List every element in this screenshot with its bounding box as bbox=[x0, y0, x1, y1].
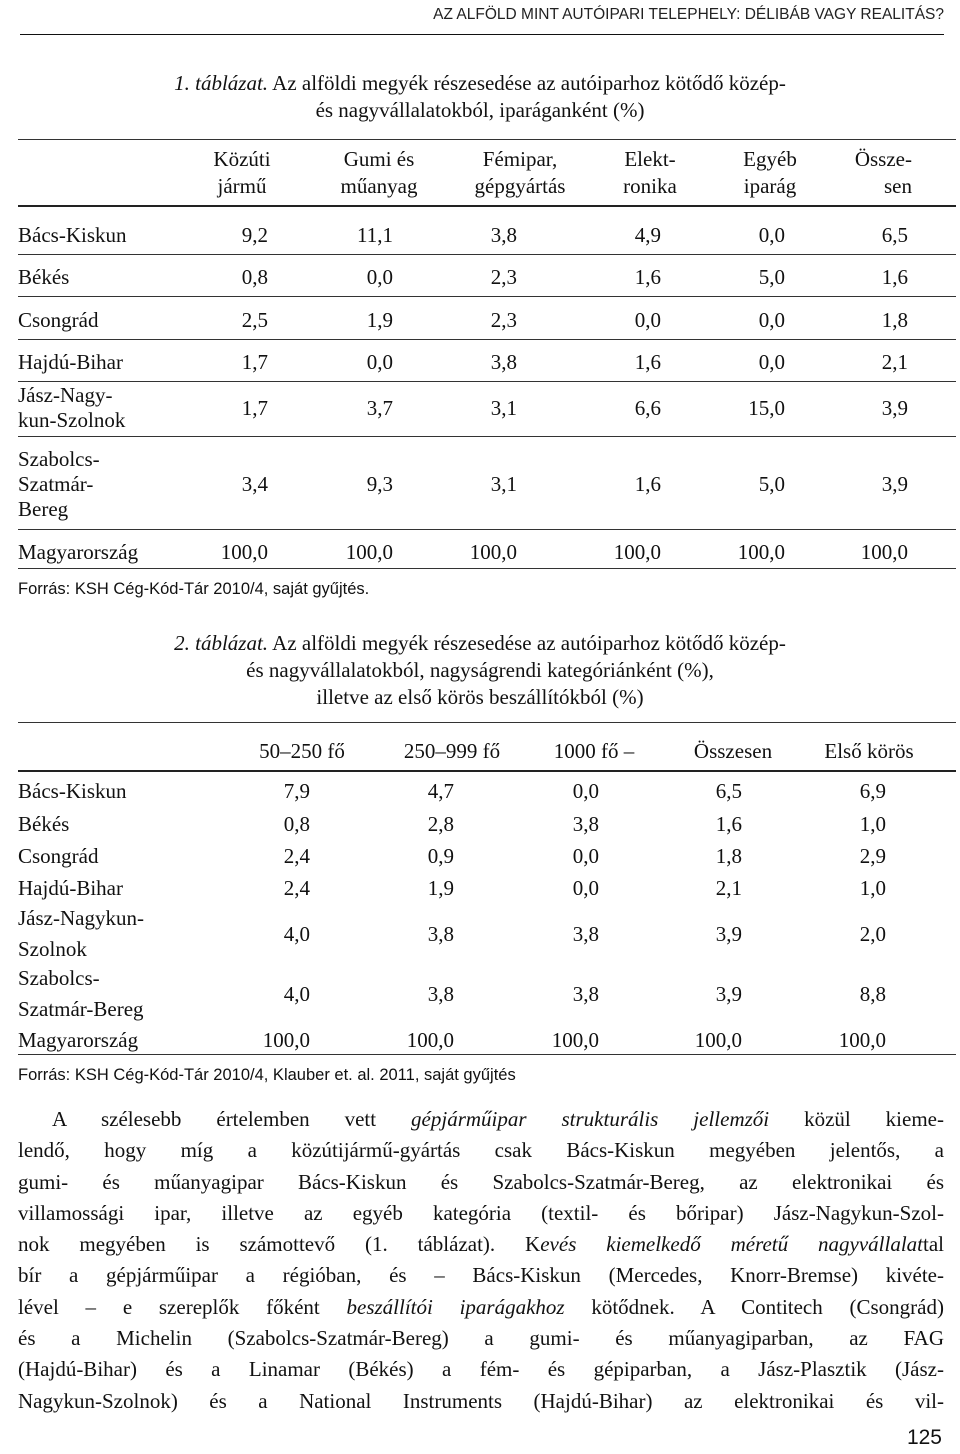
table2-cell: 3,9 bbox=[715, 921, 742, 946]
emphasis-text: evés kiemelkedő méretű nagyvállalat bbox=[540, 1232, 923, 1257]
table2-cell: 100,0 bbox=[406, 1027, 454, 1052]
paragraph-text: villamossági ipar, illetve az egyéb kategória (textil- és bőripar) Jász-Nagykun-Szol- bbox=[18, 1200, 944, 1225]
table1-header-cell: ronika bbox=[623, 174, 677, 198]
table1-cell: 1,6 bbox=[634, 472, 661, 496]
table1-header-cell: műanyag bbox=[340, 174, 418, 198]
table1-title-line2: és nagyvállalatokból, iparáganként (%) bbox=[315, 98, 645, 122]
table1-cell: 100,0 bbox=[345, 539, 393, 564]
table1-header-cell: sen bbox=[884, 174, 912, 198]
table2-row-name: Jász-Nagykun- bbox=[18, 906, 144, 930]
table2-cell: 2,4 bbox=[283, 843, 310, 868]
table1-cell: 3,9 bbox=[881, 395, 908, 420]
table2-cell: 100,0 bbox=[838, 1027, 886, 1052]
table1-cell: 3,9 bbox=[881, 472, 908, 496]
table1-cell: 3,4 bbox=[241, 472, 268, 496]
table1-header-cell: Össze- bbox=[854, 147, 912, 171]
table2-cell: 2,4 bbox=[283, 875, 310, 900]
table1-cell: 5,0 bbox=[758, 472, 785, 496]
table1-cell: 1,6 bbox=[634, 349, 661, 374]
paragraph-text: nok megyében is számottevő (1. táblázat). K bbox=[18, 1232, 541, 1257]
table2-cell: 3,8 bbox=[427, 921, 454, 946]
table2-row-name: Hajdú-Bihar bbox=[18, 875, 123, 900]
table1-header-cell: iparág bbox=[743, 174, 797, 198]
table2-cell: 6,9 bbox=[859, 779, 886, 803]
paragraph-text: lendő, hogy míg a közútijármű-gyártás csak Bács-Kiskun megyében jelentős, a bbox=[18, 1138, 944, 1163]
table2-cell: 100,0 bbox=[694, 1027, 742, 1052]
table1-cell: 1,9 bbox=[366, 307, 393, 332]
paragraph-line bbox=[18, 1167, 944, 1198]
table1-bottom-rule bbox=[18, 568, 956, 569]
table2-cell: 0,0 bbox=[572, 875, 599, 900]
table1-cell: 100,0 bbox=[613, 539, 661, 564]
table1-row-rule bbox=[18, 381, 956, 382]
table2-cell: 2,0 bbox=[859, 921, 886, 946]
table1-cell: 3,7 bbox=[366, 395, 393, 420]
table2-label: 2. táblázat. bbox=[174, 631, 269, 655]
table1-row-name: kun-Szolnok bbox=[18, 408, 126, 432]
table2-caption bbox=[40, 630, 920, 711]
table1-header-cell: Közúti bbox=[213, 147, 271, 171]
table1-cell: 3,1 bbox=[490, 472, 517, 496]
table2-source-label: Forrás bbox=[18, 1066, 66, 1084]
table1-cell: 0,0 bbox=[758, 307, 785, 332]
table1-source bbox=[18, 580, 369, 599]
table2-header-rule bbox=[18, 770, 956, 772]
table2-header-cell: Összesen bbox=[693, 739, 773, 763]
emphasis-text: gépjárműipar strukturális jellemzői bbox=[411, 1107, 770, 1131]
table2-cell: 0,8 bbox=[283, 811, 310, 836]
table2-source bbox=[18, 1066, 516, 1085]
table1-cell: 100,0 bbox=[860, 539, 908, 564]
table2-title-line3: illetve az első körös beszállítókból (%) bbox=[316, 685, 644, 709]
table1-row-rule bbox=[18, 254, 956, 255]
table2-cell: 100,0 bbox=[551, 1027, 599, 1052]
table1-header-cell: Egyéb bbox=[743, 147, 797, 171]
table1-cell: 100,0 bbox=[220, 539, 268, 564]
table1-cell: 3,1 bbox=[490, 395, 517, 420]
paragraph-text: gumi- és műanyagipar Bács-Kiskun és Szabolcs-Szatmár-Bereg, az elektronikai és bbox=[18, 1169, 944, 1194]
table1-row-name: Bács-Kiskun bbox=[18, 222, 127, 247]
table1-cell: 1,7 bbox=[241, 349, 268, 374]
paragraph-text: tal bbox=[923, 1232, 944, 1257]
table2-row-name: Szatmár-Bereg bbox=[18, 997, 144, 1021]
paragraph-line bbox=[18, 1260, 944, 1291]
paragraph-line bbox=[18, 1198, 944, 1229]
table2-title-line1: Az alföldi megyék részesedése az autóiparhoz kötődő közép- bbox=[272, 631, 786, 655]
table1-header-cell: Gumi és bbox=[343, 147, 415, 171]
table1-title-line1: Az alföldi megyék részesedése az autóiparhoz kötődő közép- bbox=[272, 71, 786, 95]
table2-row-name: Békés bbox=[18, 811, 70, 836]
table2-cell: 1,0 bbox=[859, 875, 886, 900]
table2-cell: 3,8 bbox=[572, 811, 599, 836]
table1-cell: 0,8 bbox=[241, 264, 268, 289]
table1-cell: 2,1 bbox=[881, 349, 908, 374]
table2-cell: 3,8 bbox=[572, 921, 599, 946]
table2-cell: 1,6 bbox=[715, 811, 742, 836]
table2-cell: 4,7 bbox=[427, 779, 454, 803]
table1-cell: 9,3 bbox=[366, 472, 393, 496]
table2-cell: 8,8 bbox=[859, 981, 886, 1006]
table2-cell: 3,9 bbox=[715, 981, 742, 1006]
table2-cell: 2,1 bbox=[715, 875, 742, 900]
table2-cell: 0,9 bbox=[427, 843, 454, 868]
table2-cell: 3,8 bbox=[427, 981, 454, 1006]
paragraph-text: közül kieme- bbox=[769, 1107, 944, 1131]
table2-title-line2: és nagyvállalatokból, nagyságrendi kategóriánként (%), bbox=[246, 658, 714, 682]
table2-cell: 1,9 bbox=[427, 875, 454, 900]
table2-row-name: Szolnok bbox=[18, 937, 87, 961]
table2-row-name: Csongrád bbox=[18, 843, 99, 868]
table1-cell: 1,6 bbox=[881, 264, 908, 289]
table1-cell: 3,8 bbox=[490, 349, 517, 374]
table1-cell: 2,3 bbox=[490, 307, 517, 332]
table1-cell: 5,0 bbox=[758, 264, 785, 289]
table2-source-text: : KSH Cég-Kód-Tár 2010/4, Klauber et. al. 2011, saját gyűjtés bbox=[65, 1066, 516, 1084]
table1-top-rule bbox=[18, 139, 956, 140]
paragraph-line bbox=[18, 1104, 944, 1135]
table2-cell: 0,0 bbox=[572, 843, 599, 868]
table1-cell: 9,2 bbox=[241, 222, 268, 247]
table1-cell: 1,8 bbox=[881, 307, 908, 332]
table2-cell: 6,5 bbox=[715, 779, 742, 803]
table1-cell: 6,6 bbox=[634, 395, 661, 420]
table1-cell: 100,0 bbox=[737, 539, 785, 564]
table1-cell: 11,1 bbox=[357, 222, 393, 247]
table1-row-rule bbox=[18, 529, 956, 530]
page-number: 125 bbox=[906, 1426, 942, 1449]
table1-cell: 0,0 bbox=[366, 264, 393, 289]
table2-cell: 0,0 bbox=[572, 779, 599, 803]
table1-cell: 0,0 bbox=[758, 222, 785, 247]
table2-cell: 4,0 bbox=[283, 981, 310, 1006]
paragraph-text: Nagykun-Szolnok) és a National Instruments (Hajdú-Bihar) az elektronikai és vil- bbox=[18, 1388, 944, 1413]
table2-row-name: Magyarország bbox=[18, 1027, 139, 1052]
table1-row-name: Jász-Nagy- bbox=[18, 383, 113, 407]
paragraph-line bbox=[18, 1386, 944, 1417]
paragraph-text: kötődnek. A Contitech (Csongrád) bbox=[564, 1294, 944, 1319]
table1-row-name: Szatmár- bbox=[18, 472, 94, 496]
table1-row-name: Hajdú-Bihar bbox=[18, 349, 123, 374]
table1-caption bbox=[60, 70, 900, 124]
table2-cell: 4,0 bbox=[283, 921, 310, 946]
table1-cell: 0,0 bbox=[758, 349, 785, 374]
table2-cell: 100,0 bbox=[262, 1027, 310, 1052]
table2-header-cell: Első körös bbox=[824, 739, 914, 763]
table1-header-cell: jármű bbox=[217, 174, 267, 198]
paragraph-text: (Hajdú-Bihar) és a Linamar (Békés) a fém- és gépiparban, a Jász-Plasztik (Jász- bbox=[18, 1357, 944, 1382]
table1-source-text: : KSH Cég-Kód-Tár 2010/4, saját gyűjtés. bbox=[65, 580, 370, 598]
table1-row-rule bbox=[18, 339, 956, 340]
table1-row-name: Szabolcs- bbox=[18, 447, 100, 471]
table1-cell: 0,0 bbox=[366, 349, 393, 374]
table1-cell: 6,5 bbox=[881, 222, 908, 247]
table2-row-name: Bács-Kiskun bbox=[18, 779, 127, 803]
table1-cell: 3,8 bbox=[490, 222, 517, 247]
paragraph-line bbox=[18, 1354, 944, 1385]
table2-cell: 1,0 bbox=[859, 811, 886, 836]
table2-header-cell: 50–250 fő bbox=[259, 739, 345, 763]
table2-header-cell: 1000 fő – bbox=[553, 739, 635, 763]
table2-cell: 2,8 bbox=[427, 811, 454, 836]
table2-cell: 7,9 bbox=[283, 779, 310, 803]
paragraph-line bbox=[18, 1229, 944, 1260]
table2-header-cell: 250–999 fő bbox=[403, 739, 501, 763]
paragraph-text: és a Michelin (Szabolcs-Szatmár-Bereg) a gumi- és műanyagiparban, az FAG bbox=[18, 1326, 944, 1351]
table1-cell: 15,0 bbox=[748, 395, 785, 420]
running-head: AZ ALFÖLD MINT AUTÓIPARI TELEPHELY: DÉLIBÁB VAGY REALITÁS? bbox=[433, 6, 944, 23]
table1-header-cell: Fémipar, bbox=[482, 147, 558, 171]
table1-row-rule bbox=[18, 296, 956, 297]
paragraph-text: lével – e szereplők főként bbox=[18, 1294, 347, 1319]
table2-cell: 1,8 bbox=[715, 843, 742, 868]
paragraph-text: bír a gépjárműipar a régióban, és – Bács-Kiskun (Mercedes, Knorr-Bremse) kivéte- bbox=[18, 1263, 944, 1288]
table1-cell: 100,0 bbox=[469, 539, 517, 564]
table1-row-name: Békés bbox=[18, 264, 70, 289]
body-paragraph bbox=[18, 1104, 944, 1417]
table1-label: 1. táblázat. bbox=[174, 71, 269, 95]
table1-cell: 1,6 bbox=[634, 264, 661, 289]
table2-cell: 2,9 bbox=[859, 843, 886, 868]
paragraph-line bbox=[18, 1135, 944, 1166]
table1-header-rule bbox=[18, 205, 956, 207]
table2-cell: 3,8 bbox=[572, 981, 599, 1006]
table1-row-name: Csongrád bbox=[18, 307, 99, 332]
header-rule bbox=[20, 34, 944, 35]
table1-source-label: Forrás bbox=[18, 580, 66, 598]
paragraph-text: A szélesebb értelemben vett bbox=[52, 1107, 412, 1131]
table1-row-name: Bereg bbox=[18, 497, 69, 521]
table1-header-cell: gépgyártás bbox=[474, 174, 566, 198]
table2-top-rule bbox=[18, 722, 956, 723]
table1-cell: 2,3 bbox=[490, 264, 517, 289]
table1-cell: 0,0 bbox=[634, 307, 661, 332]
table2-row-name: Szabolcs- bbox=[18, 966, 100, 990]
table1-cell: 2,5 bbox=[241, 307, 268, 332]
table2-bottom-rule bbox=[18, 1054, 956, 1055]
table1-header-cell: Elekt- bbox=[624, 147, 676, 171]
emphasis-text: beszállítói iparágakhoz bbox=[346, 1294, 565, 1319]
paragraph-line bbox=[18, 1323, 944, 1354]
paragraph-line bbox=[18, 1292, 944, 1323]
table1-cell: 4,9 bbox=[634, 222, 661, 247]
table1-row-name: Magyarország bbox=[18, 539, 139, 564]
table1-cell: 1,7 bbox=[241, 395, 268, 420]
table1-row-rule bbox=[18, 436, 956, 437]
